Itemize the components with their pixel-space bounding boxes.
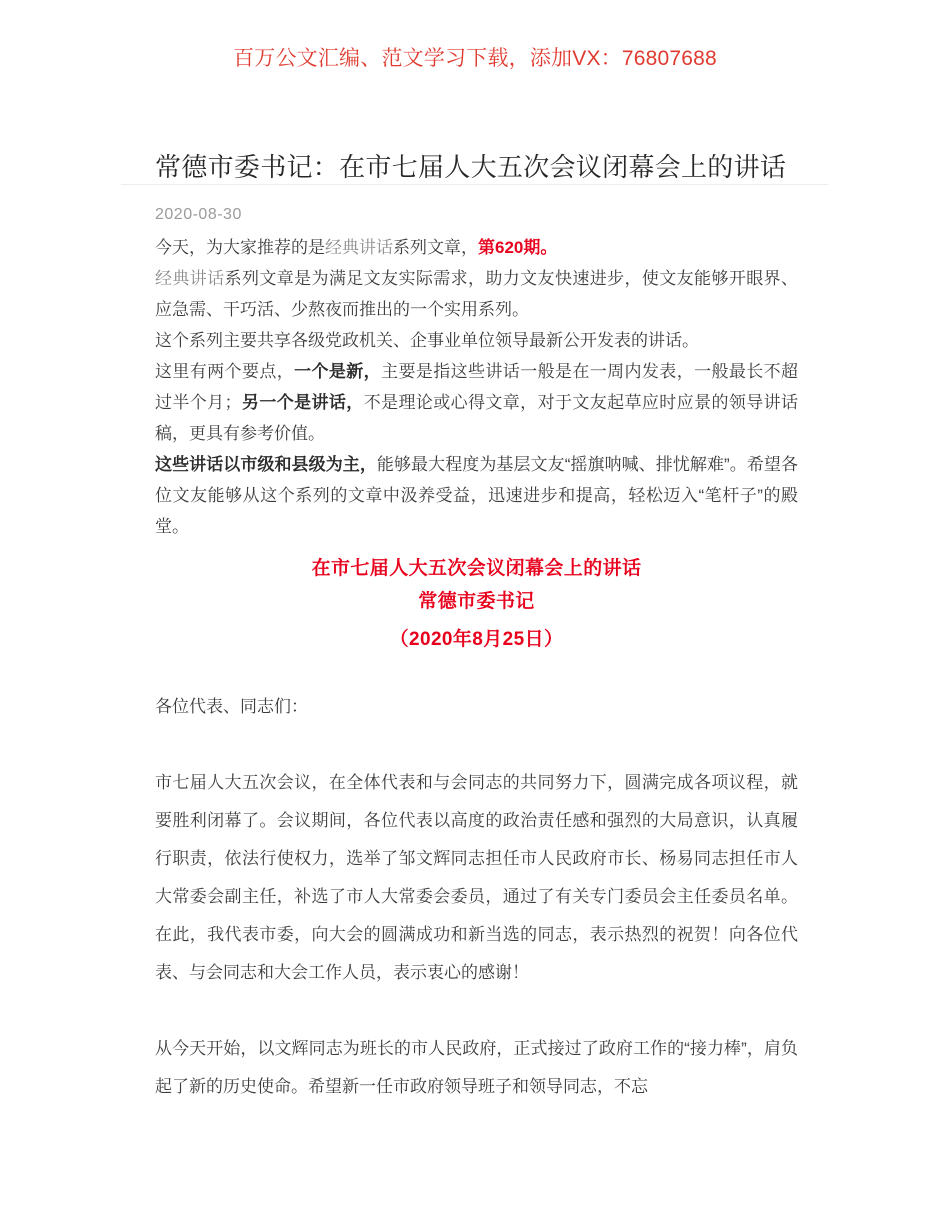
intro-line-4 xyxy=(155,356,798,449)
title-divider xyxy=(121,184,828,185)
intro-line-1-text-b: 系列文章， xyxy=(393,238,478,257)
body-paragraph-2: 从今天开始，以文辉同志为班长的市人民政府，正式接过了政府工作的“接力棒”，肩负起了新的历史使命。希望新一任市政府领导班子和领导同志，不忘 xyxy=(155,1039,798,1096)
series-brand-inline-2: 经典讲话 xyxy=(155,269,225,288)
intro-line-3: 这个系列主要共享各级党政机关、企事业单位领导最新公开发表的讲话。 xyxy=(155,331,699,350)
body-paragraph-1: 市七届人大五次会议，在全体代表和与会同志的共同努力下，圆满完成各项议程，就要胜利闭幕了。会议期间，各位代表以高度的政治责任感和强烈的大局意识，认真履行职责，依法行使权力，选举了邹文辉同志担任市人民政府市长、杨易同志担任市人大常委会副主任，补选了市人大常委会委员，通过了有关专门委员会主任委员名单。在此，我代表市委，向大会的圆满成功和新当选的同志，表示热烈的祝贺！向各位代表、与会同志和大会工作人员，表示衷心的感谢！ xyxy=(155,773,798,982)
intro-emphasis-new: 一个是新， xyxy=(294,362,382,381)
intro-line-1 xyxy=(155,232,798,263)
speech-heading-block xyxy=(155,552,798,656)
speech-title: 在市七届人大五次会议闭幕会上的讲话 xyxy=(311,558,642,579)
salutation: 各位代表、同志们： xyxy=(155,697,308,716)
speech-date: （2020年8月25日） xyxy=(389,629,564,650)
intro-line-4-text-a: 这里有两个要点， xyxy=(155,362,295,381)
issue-number-badge: 第620期。 xyxy=(478,238,558,257)
intro-line-5 xyxy=(155,449,798,542)
page-title: 常德市委书记：在市七届人大五次会议闭幕会上的讲话 xyxy=(155,152,787,183)
publish-date: 2020-08-30 xyxy=(155,206,242,223)
intro-emphasis-level: 这些讲话以市级和县级为主， xyxy=(155,455,377,474)
intro-line-4-text-c: 不是理论或心得文章，对于文友起草应时应景的领导讲话稿，更具有参考价值。 xyxy=(155,393,799,443)
intro-emphasis-speech: 另一个是讲话， xyxy=(241,393,364,412)
intro-line-5-text: 能够最大程度为基层文友“摇旗呐喊、排忧解难”。希望各位文友能够从这个系列的文章中汲养受益，迅速进步和提高，轻松迈入“笔杆子”的殿堂。 xyxy=(155,455,799,536)
intro-line-2-text: 系列文章是为满足文友实际需求，助力文友快速进步，使文友能够开眼界、应急需、干巧活、少熬夜而推出的一个实用系列。 xyxy=(155,269,799,319)
speech-author: 常德市委书记 xyxy=(418,591,535,612)
intro-line-4-text-b: 主要是指这些讲话一般是在一周内发表，一般最长不超过半个月； xyxy=(155,362,799,412)
intro-line-1-text-a: 今天，为大家推荐的是 xyxy=(155,238,325,257)
intro-section xyxy=(155,232,798,542)
speech-body xyxy=(155,688,798,1106)
intro-line-2 xyxy=(155,263,798,325)
series-brand-inline-1: 经典讲话 xyxy=(325,238,393,257)
promo-banner: 百万公文汇编、范文学习下载，添加VX：76807688 xyxy=(233,47,717,70)
